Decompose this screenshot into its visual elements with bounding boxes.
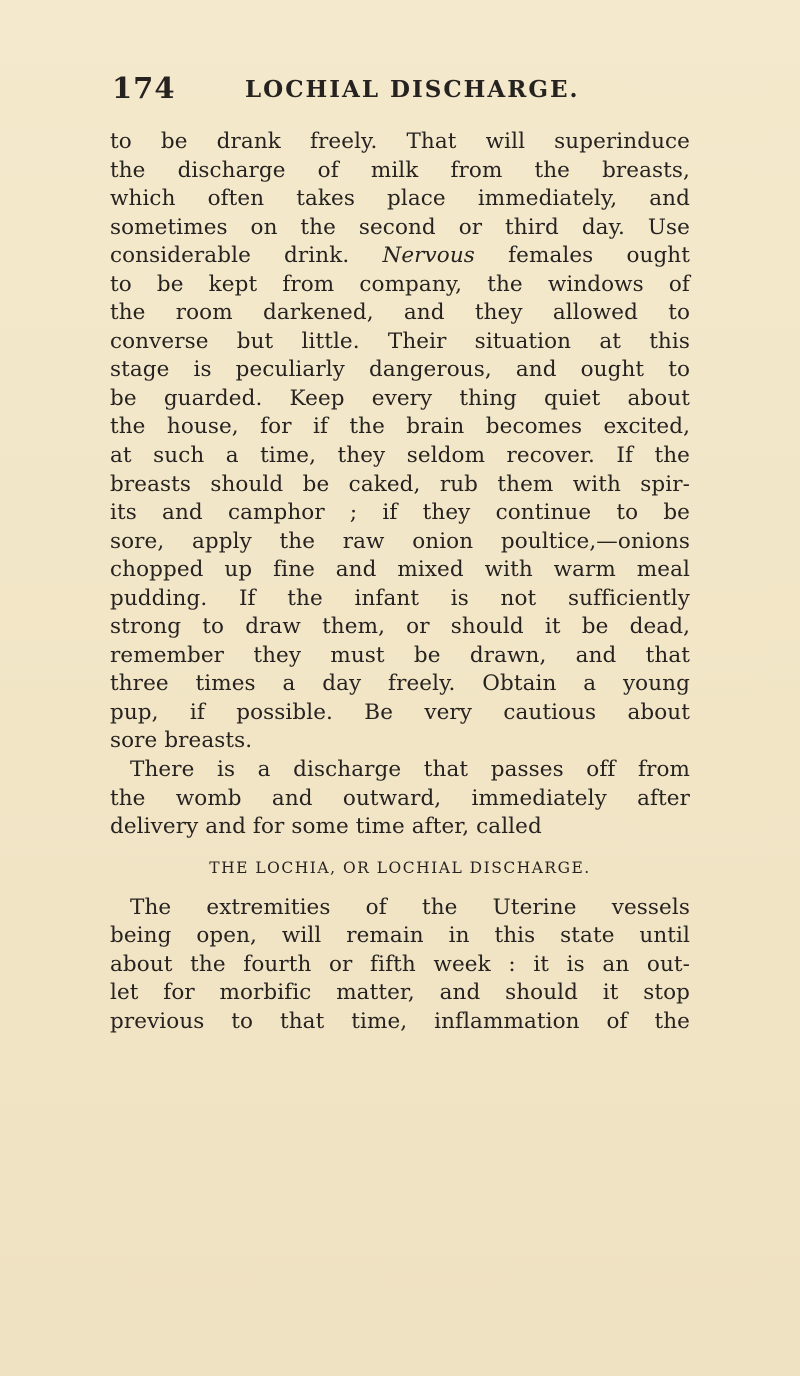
text-line: at such a time, they seldom recover. If the <box>110 443 690 469</box>
text-line: sore, apply the raw onion poultice,—onions <box>110 528 690 554</box>
text-line: The extremities of the Uterine vessels <box>130 894 690 920</box>
running-title: LOCHIAL DISCHARGE. <box>245 76 580 103</box>
text-line: strong to draw them, or should it be dead, <box>110 614 690 640</box>
text-run: females ought <box>508 243 690 269</box>
text-line: being open, will remain in this state until <box>110 923 690 949</box>
running-head <box>0 68 800 108</box>
text-line: the discharge of milk from the breasts, <box>110 157 690 183</box>
text-line: stage is peculiarly dangerous, and ought to <box>110 357 690 383</box>
text-line: remember they must be drawn, and that <box>110 642 690 668</box>
text-line: the womb and outward, immediately after <box>110 785 690 811</box>
text-line: to be kept from company, the windows of <box>110 271 690 297</box>
text-line: sore breasts. <box>110 728 253 754</box>
text-line: converse but little. Their situation at this <box>110 328 690 354</box>
text-line: breasts should be caked, rub them with spir- <box>110 471 690 497</box>
text-line: There is a discharge that passes off from <box>130 757 690 783</box>
section-heading: THE LOCHIA, OR LOCHIAL DISCHARGE. <box>209 858 591 877</box>
text-line: the room darkened, and they allowed to <box>110 300 690 326</box>
text-line: which often takes place immediately, and <box>110 186 690 212</box>
page-number: 174 <box>112 71 176 105</box>
text-line: pudding. If the infant is not sufficiently <box>110 585 690 611</box>
paragraph <box>110 128 690 756</box>
text-line: let for morbific matter, and should it stop <box>110 980 690 1006</box>
text-line: to be drank freely. That will superinduce <box>110 129 690 154</box>
text-line: its and camphor ; if they continue to be <box>110 500 690 526</box>
text-run: considerable drink. <box>110 243 350 269</box>
text-line: pup, if possible. Be very cautious about <box>110 699 690 725</box>
text-line: chopped up fine and mixed with warm meal <box>110 557 690 583</box>
text-line: the house, for if the brain becomes excited, <box>110 414 690 440</box>
text-line: delivery and for some time after, called <box>110 814 542 840</box>
text-line: about the fourth or fifth week : it is an out- <box>110 951 690 977</box>
paragraph <box>110 756 690 842</box>
italic-emphasis: Nervous <box>382 243 475 269</box>
body-text <box>110 128 690 1036</box>
text-line: previous to that time, inflammation of the <box>110 1008 690 1034</box>
text-line <box>110 242 690 271</box>
text-line: three times a day freely. Obtain a young <box>110 671 690 697</box>
paragraph <box>110 894 690 1037</box>
text-line: sometimes on the second or third day. Use <box>110 214 690 240</box>
text-line: be guarded. Keep every thing quiet about <box>110 385 690 411</box>
